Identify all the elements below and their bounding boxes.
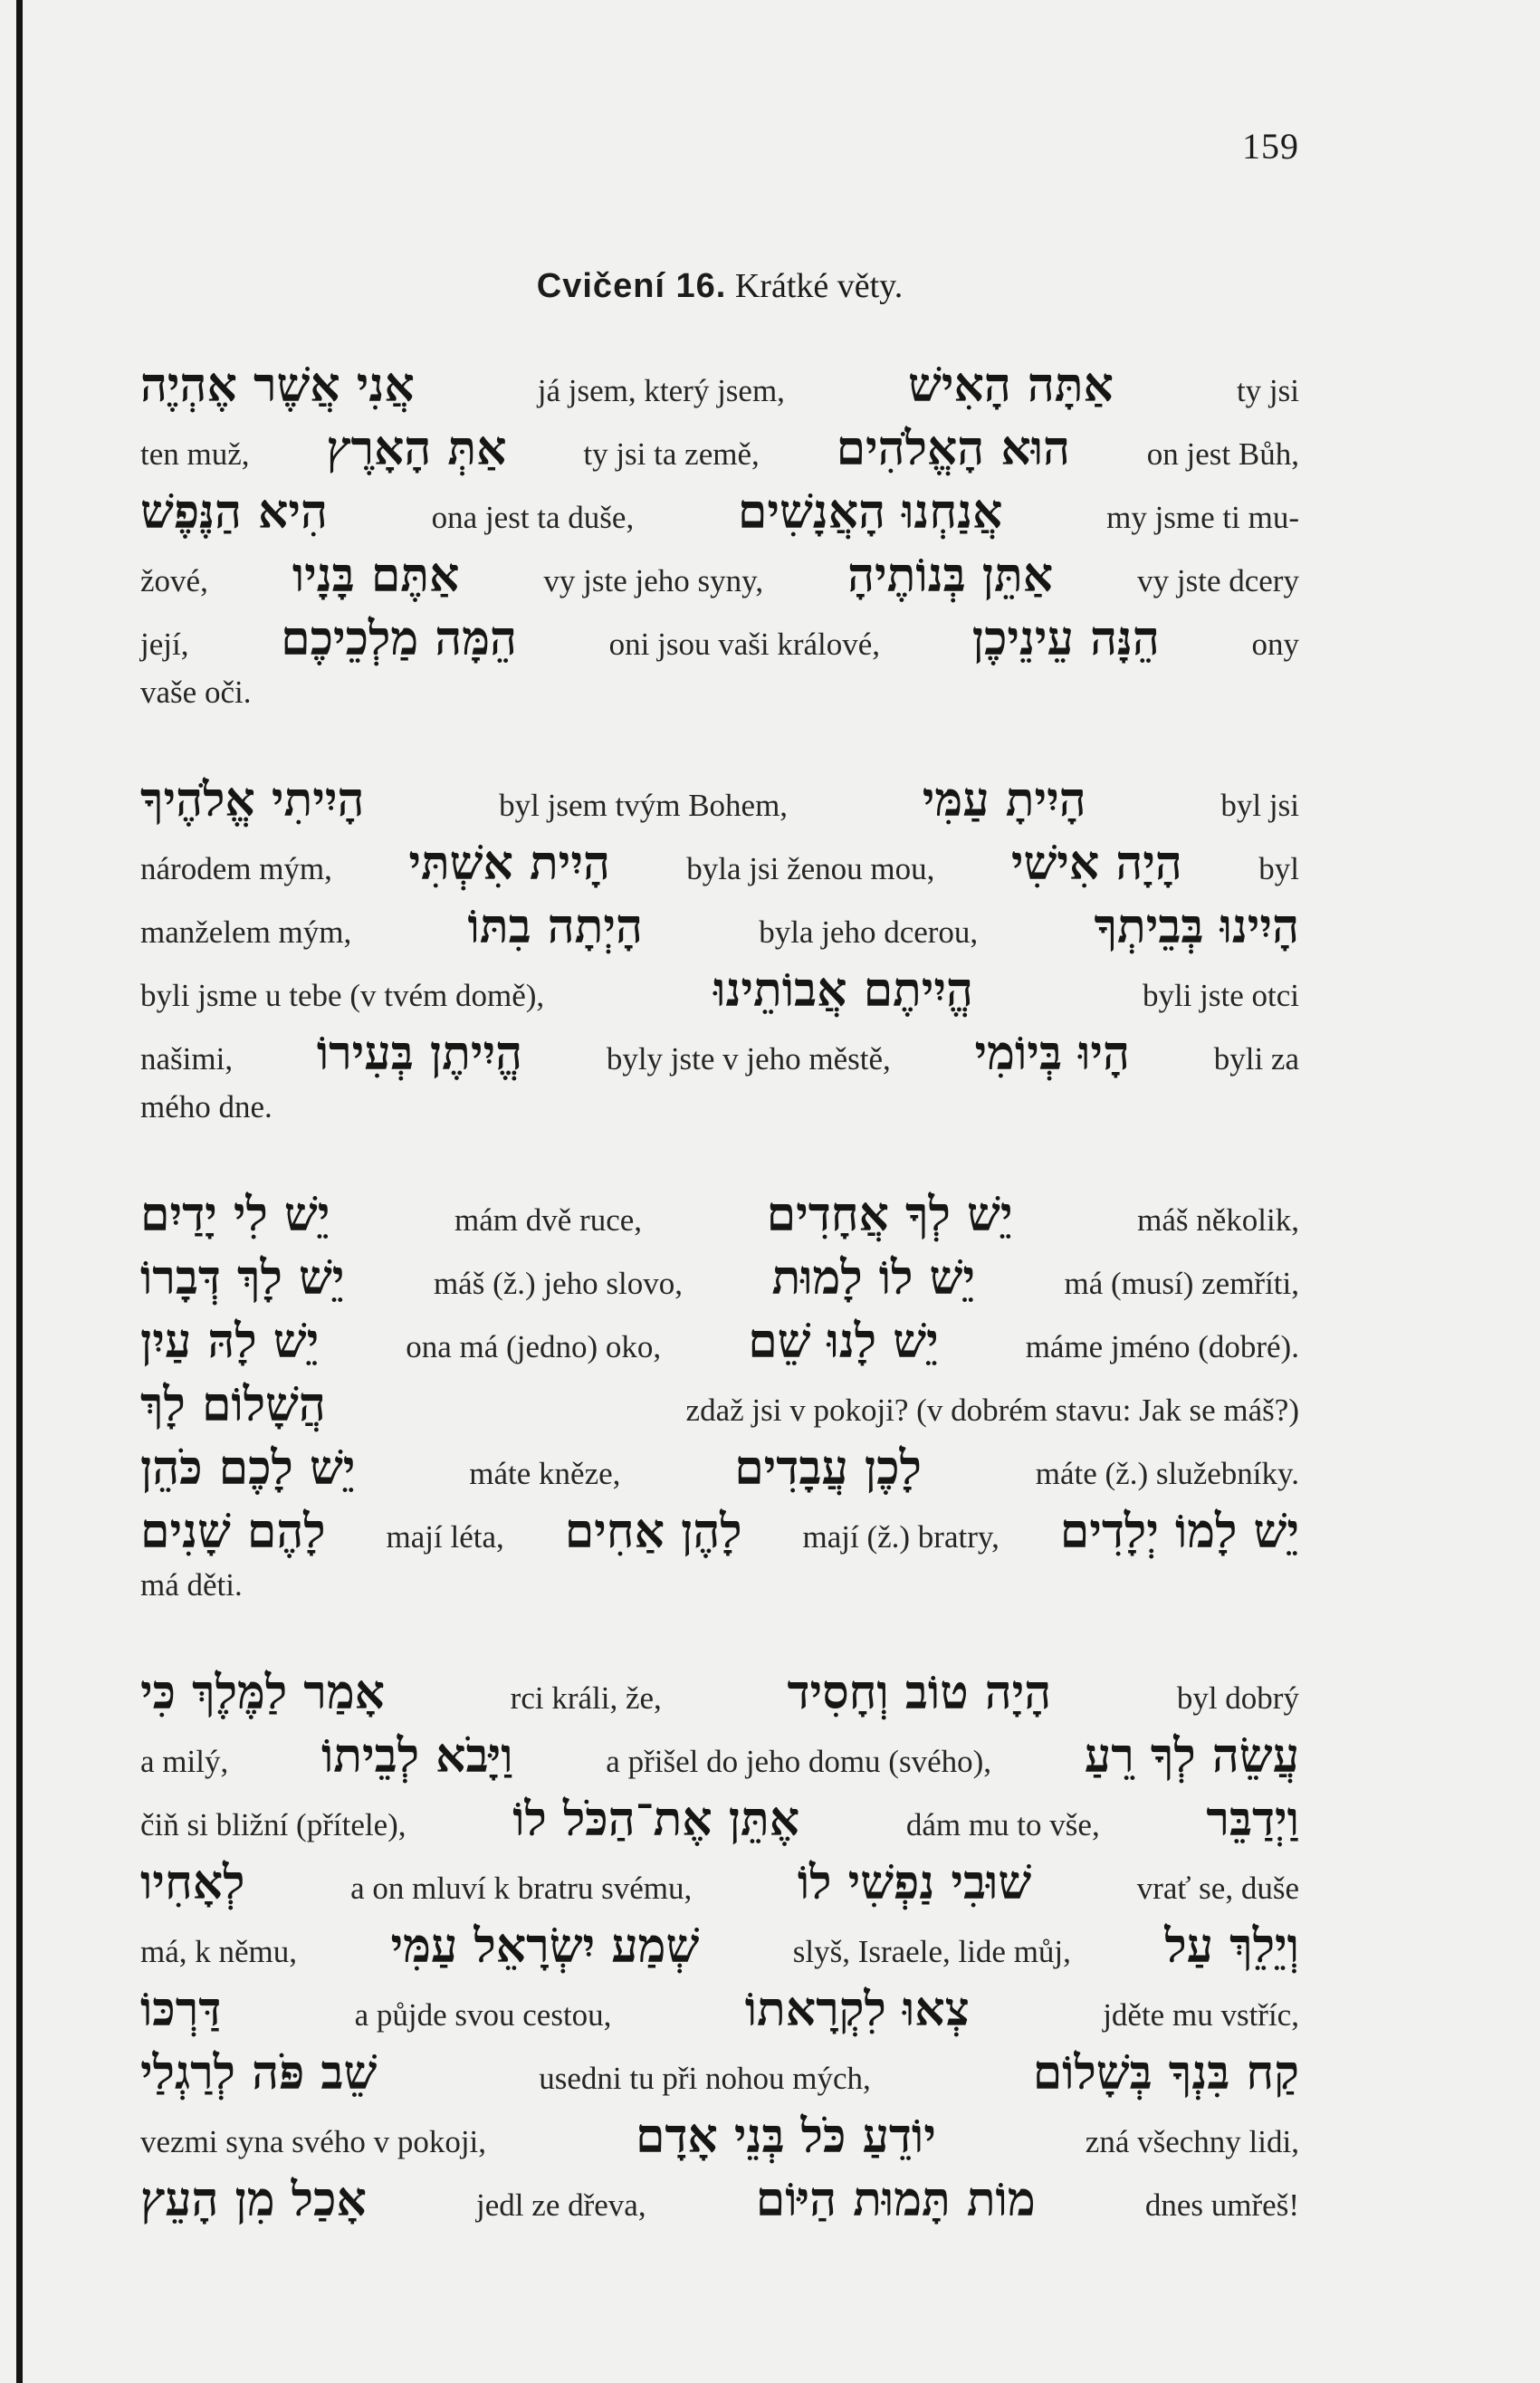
paragraph bbox=[140, 772, 1299, 1153]
text-line bbox=[140, 1314, 1299, 1377]
czech-translation: ona má (jedno) oko, bbox=[406, 1329, 662, 1364]
czech-translation: vezmi syna svého v pokoji, bbox=[140, 2124, 487, 2159]
page-number: 159 bbox=[1242, 126, 1299, 167]
czech-translation: byli jsme u tebe (v tvém domě), bbox=[140, 978, 545, 1013]
text-line bbox=[140, 1855, 1299, 1919]
text-line bbox=[140, 1665, 1299, 1728]
czech-translation: a on mluví k bratru svému, bbox=[350, 1871, 693, 1906]
czech-translation: dnes umřeš! bbox=[1144, 2187, 1299, 2223]
paragraph bbox=[140, 358, 1299, 738]
hebrew-phrase: הֱיִיתֶם אֲבוֹתֵינוּ bbox=[713, 962, 973, 1018]
exercise-number: Cvičení 16. bbox=[536, 267, 727, 305]
czech-translation: a půjde svou cestou, bbox=[354, 1997, 612, 2033]
czech-translation: manželem mým, bbox=[140, 914, 352, 950]
hebrew-phrase: יֵשׁ לִי יָדַיִם bbox=[140, 1187, 330, 1242]
czech-translation: vy jste jeho syny, bbox=[543, 563, 764, 598]
exercise-text bbox=[140, 358, 1299, 2270]
czech-translation: byli za bbox=[1213, 1041, 1299, 1077]
hebrew-phrase: הוּא הָאֱלֹהִים bbox=[836, 421, 1070, 476]
text-line bbox=[140, 1919, 1299, 1982]
czech-translation: vaše oči. bbox=[140, 675, 252, 710]
hebrew-phrase: יֵשׁ לָנוּ שֵׁם bbox=[748, 1314, 939, 1369]
hebrew-phrase: לָהֶם שָׁנִים bbox=[140, 1504, 326, 1559]
hebrew-phrase: יוֹדֵעַ כֹּל בְּנֵי אָדָם bbox=[635, 2109, 936, 2164]
hebrew-phrase: עֲשֵׂה לְךָ רֵעַ bbox=[1084, 1728, 1299, 1784]
text-line bbox=[140, 1440, 1299, 1504]
czech-translation: vy jste dcery bbox=[1137, 563, 1299, 598]
text-line bbox=[140, 675, 1299, 738]
exercise-subtitle: Krátké věty. bbox=[734, 267, 904, 305]
czech-translation: oni jsou vaši králové, bbox=[608, 627, 881, 662]
hebrew-phrase: יֵשׁ לָכֶם כֹּהֵן bbox=[140, 1440, 356, 1496]
czech-translation: my jsme ti mu- bbox=[1106, 500, 1299, 535]
czech-translation: mého dne. bbox=[140, 1089, 273, 1125]
czech-translation: její, bbox=[140, 627, 189, 662]
hebrew-phrase: הֵנָּה עֵינֵיכֶן bbox=[971, 611, 1160, 666]
hebrew-phrase: הָיִית אִשְׁתִּי bbox=[408, 836, 610, 891]
czech-translation: ony bbox=[1251, 627, 1299, 662]
czech-translation: byl jsem tvým Bohem, bbox=[499, 788, 789, 823]
czech-translation: žové, bbox=[140, 563, 208, 598]
text-line bbox=[140, 1377, 1299, 1440]
paragraph bbox=[140, 1187, 1299, 1631]
text-line bbox=[140, 2045, 1299, 2109]
hebrew-phrase: יֵשׁ לָהּ עַיִן bbox=[140, 1314, 320, 1369]
text-line bbox=[140, 484, 1299, 548]
book-binding-edge bbox=[16, 0, 23, 2383]
hebrew-phrase: הָיָה אִישִׁי bbox=[1010, 836, 1182, 891]
czech-translation: byli jste otci bbox=[1142, 978, 1299, 1013]
czech-translation: mají léta, bbox=[386, 1519, 504, 1555]
czech-translation: našimi, bbox=[140, 1041, 234, 1077]
hebrew-phrase: הֵמָּה מַלְכֵיכֶם bbox=[281, 611, 517, 666]
czech-translation: rci králi, že, bbox=[510, 1680, 662, 1716]
czech-translation: máte kněze, bbox=[469, 1456, 621, 1491]
czech-translation: slyš, Israele, lide můj, bbox=[792, 1934, 1071, 1969]
czech-translation: má (musí) zemříti, bbox=[1064, 1266, 1299, 1301]
hebrew-phrase: הֲשָׁלוֹם לָךְ bbox=[140, 1377, 326, 1432]
text-line bbox=[140, 836, 1299, 899]
czech-translation: ten muž, bbox=[140, 436, 250, 472]
hebrew-phrase: אַתֵּן בְּנוֹתֶיהָ bbox=[847, 548, 1054, 603]
hebrew-phrase: הִיא הַנֶּפֶשׁ bbox=[140, 484, 328, 540]
czech-translation: máme jméno (dobré). bbox=[1025, 1329, 1299, 1364]
czech-translation: zná všechny lidi, bbox=[1085, 2124, 1299, 2159]
text-line bbox=[140, 611, 1299, 675]
text-line bbox=[140, 1567, 1299, 1631]
hebrew-phrase: שְׁמַע יִשְׂרָאֵל עַמִּי bbox=[390, 1919, 700, 1974]
text-line bbox=[140, 1504, 1299, 1567]
czech-translation: a milý, bbox=[140, 1744, 229, 1779]
hebrew-phrase: לָכֶן עֲבָדִים bbox=[734, 1440, 922, 1496]
czech-translation: byla jsi ženou mou, bbox=[686, 851, 935, 886]
text-line bbox=[140, 899, 1299, 962]
hebrew-phrase: אַתְּ הָאָרֶץ bbox=[326, 421, 507, 476]
text-line bbox=[140, 1187, 1299, 1250]
hebrew-phrase: יֵשׁ לוֹ לָמוּת bbox=[771, 1250, 975, 1306]
hebrew-phrase: לָהֶן אַחִים bbox=[564, 1504, 742, 1559]
hebrew-phrase: אַתֶּם בָּנָיו bbox=[292, 548, 460, 603]
hebrew-phrase: הָיִיתָ עַמִּי bbox=[922, 772, 1086, 828]
czech-translation: jedl ze dřeva, bbox=[476, 2187, 646, 2223]
czech-translation: a přišel do jeho domu (svého), bbox=[606, 1744, 992, 1779]
hebrew-phrase: יֵשׁ לְךָ אֲחָדִים bbox=[766, 1187, 1013, 1242]
hebrew-phrase: הָיִינוּ בְּבֵיתְךָ bbox=[1094, 899, 1299, 954]
hebrew-phrase: אֲנַחְנוּ הָאֲנָשִׁים bbox=[737, 484, 1003, 540]
text-line bbox=[140, 1792, 1299, 1855]
text-line bbox=[140, 1089, 1299, 1153]
czech-translation: mám dvě ruce, bbox=[454, 1202, 643, 1238]
text-line bbox=[140, 772, 1299, 836]
hebrew-phrase: וַיְדַבֵּר bbox=[1206, 1792, 1299, 1847]
hebrew-phrase: מוֹת תָּמוּת הַיּוֹם bbox=[755, 2172, 1036, 2227]
czech-translation: byl jsi bbox=[1220, 788, 1299, 823]
czech-translation: má, k němu, bbox=[140, 1934, 298, 1969]
czech-translation: dám mu to vše, bbox=[905, 1807, 1100, 1842]
hebrew-phrase: הָיָה טוֹב וְחָסִיד bbox=[787, 1665, 1052, 1720]
czech-translation: já jsem, který jsem, bbox=[537, 373, 785, 408]
czech-translation: mají (ž.) bratry, bbox=[802, 1519, 1000, 1555]
hebrew-phrase: אָמַר לַמֶּלֶךְ כִּי bbox=[140, 1665, 386, 1720]
czech-translation: byla jeho dcerou, bbox=[759, 914, 979, 950]
hebrew-phrase: הָיִיתִי אֱלֹהֶיךָ bbox=[140, 772, 365, 828]
hebrew-phrase: וְיֵלֵךְ עַל bbox=[1164, 1919, 1299, 1974]
hebrew-phrase: אֲנִי אֲשֶׁר אֶהְיֶה bbox=[140, 358, 415, 413]
text-line bbox=[140, 1026, 1299, 1089]
czech-translation: máte (ž.) služebníky. bbox=[1035, 1456, 1299, 1491]
czech-translation: ty jsi ta země, bbox=[583, 436, 760, 472]
czech-translation: máš několik, bbox=[1137, 1202, 1299, 1238]
hebrew-phrase: הָיוּ בְּיוֹמִי bbox=[974, 1026, 1130, 1081]
text-line bbox=[140, 1728, 1299, 1792]
text-line bbox=[140, 358, 1299, 421]
czech-translation: ty jsi bbox=[1236, 373, 1299, 408]
hebrew-phrase: שׁוּבִי נַפְשִׁי לוֹ bbox=[797, 1855, 1032, 1910]
hebrew-phrase: דַּרְכּוֹ bbox=[140, 1982, 222, 2037]
hebrew-phrase: אָכַל מִן הָעֵץ bbox=[140, 2172, 367, 2227]
hebrew-phrase: וַיָּבֹא לְבֵיתוֹ bbox=[320, 1728, 513, 1784]
text-line bbox=[140, 962, 1299, 1026]
text-line bbox=[140, 2109, 1299, 2172]
text-line bbox=[140, 1982, 1299, 2045]
text-line bbox=[140, 2172, 1299, 2235]
hebrew-phrase: שֵׁב פֹּה לְרַגְלַי bbox=[140, 2045, 378, 2101]
czech-translation: zdaž jsi v pokoji? (v dobrém stavu: Jak se máš?) bbox=[685, 1392, 1299, 1428]
czech-translation: usedni tu při nohou mých, bbox=[539, 2061, 871, 2096]
hebrew-phrase: אֶתֵּן אֶת־הַכֹּל לוֹ bbox=[512, 1792, 800, 1847]
czech-translation: máš (ž.) jeho slovo, bbox=[433, 1266, 684, 1301]
hebrew-phrase: לְאָחִיו bbox=[140, 1855, 245, 1910]
hebrew-phrase: אַתָּה הָאִישׁ bbox=[908, 358, 1114, 413]
paragraph bbox=[140, 1665, 1299, 2235]
czech-translation: čiň si bližní (přítele), bbox=[140, 1807, 407, 1842]
hebrew-phrase: צְאוּ לִקְרָאתוֹ bbox=[744, 1982, 970, 2037]
czech-translation: byl bbox=[1258, 851, 1299, 886]
czech-translation: byl dobrý bbox=[1176, 1680, 1299, 1716]
czech-translation: jděte mu vstříc, bbox=[1103, 1997, 1299, 2033]
czech-translation: ona jest ta duše, bbox=[431, 500, 635, 535]
text-line bbox=[140, 421, 1299, 484]
text-line bbox=[140, 548, 1299, 611]
hebrew-phrase: יֵשׁ לָמוֹ יְלָדִים bbox=[1059, 1504, 1299, 1559]
hebrew-phrase: קַח בִּנְךָ בְּשָׁלוֹם bbox=[1032, 2045, 1299, 2101]
czech-translation: on jest Bůh, bbox=[1146, 436, 1299, 472]
hebrew-phrase: הֱיִיתֶן בְּעִירוֹ bbox=[316, 1026, 523, 1081]
czech-translation: národem mým, bbox=[140, 851, 332, 886]
hebrew-phrase: יֵשׁ לָךְ דְּבָרוֹ bbox=[140, 1250, 345, 1306]
text-line bbox=[140, 1250, 1299, 1314]
czech-translation: vrať se, duše bbox=[1136, 1871, 1299, 1906]
exercise-heading bbox=[140, 264, 1299, 308]
hebrew-phrase: הָיְתָה בִתּוֹ bbox=[467, 899, 643, 954]
czech-translation: byly jste v jeho městě, bbox=[606, 1041, 891, 1077]
czech-translation: má děti. bbox=[140, 1567, 243, 1603]
